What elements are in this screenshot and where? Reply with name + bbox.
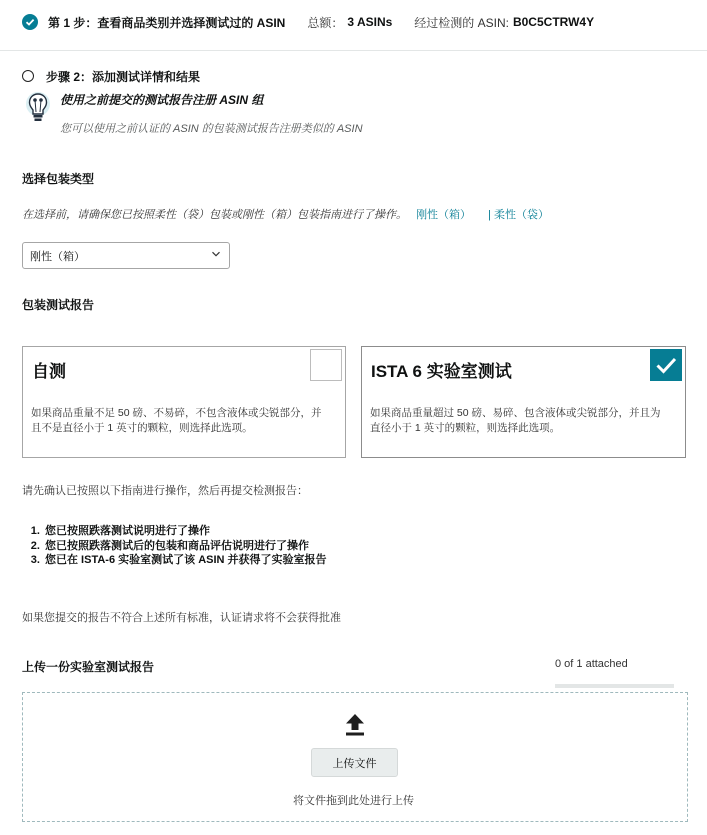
total-label: 总额： bbox=[307, 15, 344, 30]
verified-asin-label: 经过检测的 ASIN: bbox=[414, 15, 509, 30]
ista6-lab-test-card[interactable] bbox=[361, 346, 686, 458]
attachment-count: 0 of 1 attached bbox=[555, 658, 628, 670]
rigid-guide-link[interactable]: 刚性（箱） bbox=[416, 209, 472, 221]
test-report-label: 包装测试报告 bbox=[22, 298, 95, 312]
upload-label: 上传一份实验室测试报告 bbox=[22, 660, 155, 674]
upload-file-button[interactable]: 上传文件 bbox=[311, 748, 398, 777]
step-1-header bbox=[22, 12, 616, 32]
chevron-down-icon bbox=[211, 249, 221, 259]
step-2-title: 步骤 2：添加测试详情和结果 bbox=[46, 69, 201, 84]
list-item: 2. 您已按照跌落测试后的包装和商品评估说明进行了操作 bbox=[43, 539, 327, 554]
upload-progress-bar bbox=[555, 684, 674, 688]
list-item: 1. 您已按照跌落测试说明进行了操作 bbox=[43, 524, 327, 539]
ista6-checkbox[interactable] bbox=[650, 349, 682, 381]
packaging-type-value: 刚性（箱） bbox=[30, 250, 85, 263]
drag-drop-text: 将文件拖到此处进行上传 bbox=[293, 795, 414, 807]
packaging-type-label: 选择包装类型 bbox=[22, 172, 95, 186]
confirm-instructions: 请先确认已按照以下指南进行操作，然后再提交检测报告： bbox=[22, 485, 308, 497]
check-circle-icon bbox=[22, 14, 38, 30]
packaging-type-select[interactable] bbox=[22, 242, 230, 269]
step-1-title: 第 1 步：查看商品类别并选择测试过的 ASIN bbox=[48, 15, 286, 30]
tip-title: 使用之前提交的测试报告注册 ASIN 组 bbox=[60, 93, 264, 107]
ista6-title: ISTA 6 实验室测试 bbox=[371, 362, 512, 381]
tip-subtitle: 您可以使用之前认证的 ASIN 的包装测试报告注册类似的 ASIN bbox=[60, 123, 363, 135]
packaging-guide-sentence: 在选择前，请确保您已按照柔性（袋）包装或刚性（箱）包装指南进行了操作。 bbox=[22, 209, 407, 221]
self-test-checkbox[interactable] bbox=[310, 349, 342, 381]
flexible-guide-link[interactable]: | 柔性（袋） bbox=[488, 209, 550, 221]
self-test-card[interactable] bbox=[22, 346, 346, 458]
packaging-guide-text bbox=[22, 206, 549, 222]
step-2-header[interactable] bbox=[22, 67, 200, 85]
approval-warning: 如果您提交的报告不符合上述所有标准，认证请求将不会获得批准 bbox=[22, 612, 341, 624]
verified-asin-value: B0C5CTRW4Y bbox=[512, 15, 595, 29]
total-value: 3 ASINs bbox=[347, 15, 393, 29]
lightbulb-icon bbox=[24, 90, 52, 128]
self-test-title: 自测 bbox=[32, 362, 66, 381]
ista6-description: 如果商品重量超过 50 磅、易碎、包含液体或尖锐部分，并且为直径小于 1 英寸的颗粒，则选择此选项。 bbox=[370, 407, 661, 434]
list-item: 3. 您已在 ISTA-6 实验室测试了该 ASIN 并获得了实验室报告 bbox=[43, 553, 327, 568]
self-test-description: 如果商品重量不足 50 磅、不易碎，不包含液体或尖锐部分，并且不是直径小于 1 英寸的颗粒，则选择此选项。 bbox=[31, 407, 322, 434]
upload-icon bbox=[342, 711, 368, 737]
radio-icon[interactable] bbox=[22, 70, 34, 82]
checkmark-icon bbox=[654, 353, 678, 377]
step-divider bbox=[0, 50, 707, 51]
requirements-list bbox=[33, 524, 327, 568]
